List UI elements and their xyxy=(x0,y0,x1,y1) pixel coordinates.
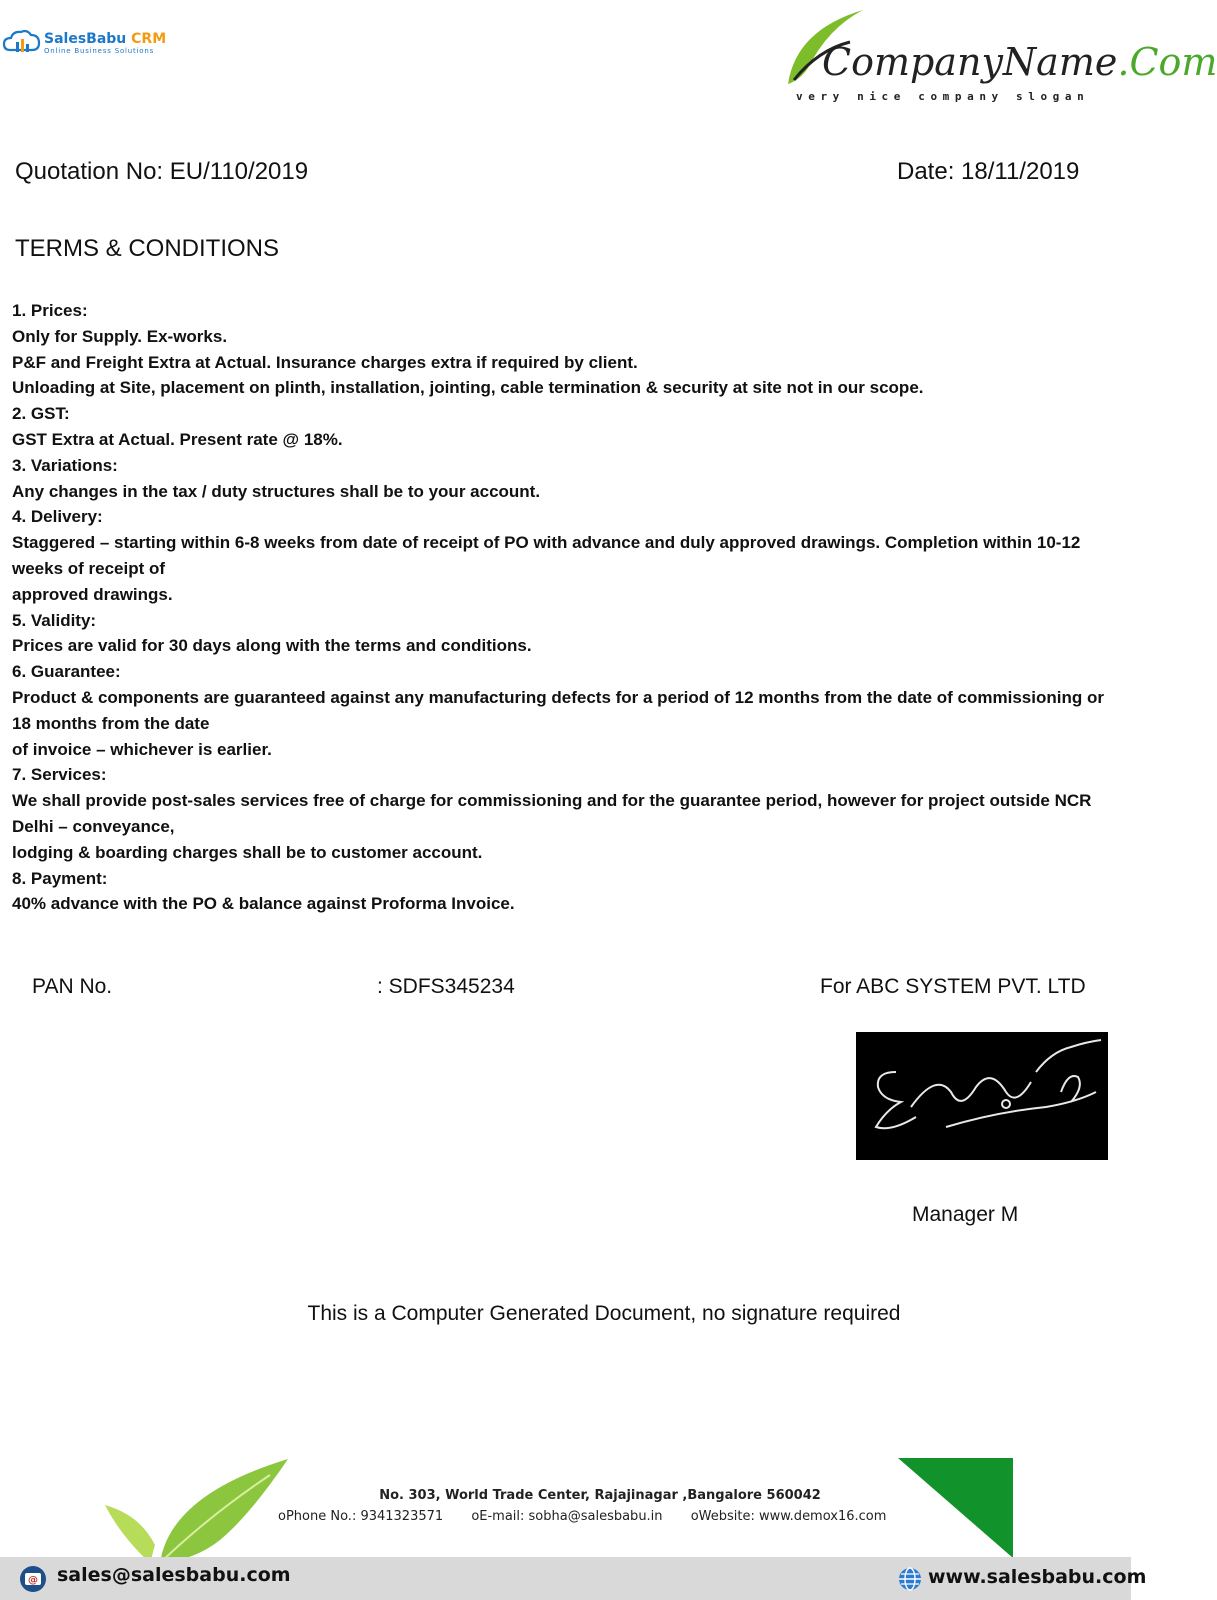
pan-value: : SDFS345234 xyxy=(377,975,515,998)
terms-line: 1. Prices: xyxy=(12,301,88,320)
contact-line xyxy=(278,1509,928,1524)
company-address: No. 303, World Trade Center, Rajajinagar ,Bangalore 560042 xyxy=(379,1488,821,1503)
computer-generated-notice: This is a Computer Generated Document, no signature required xyxy=(307,1302,901,1325)
terms-line: 2. GST: xyxy=(12,404,70,424)
mail-icon xyxy=(20,1566,46,1592)
phone-text: oPhone No.: 9341323571 xyxy=(278,1509,444,1524)
signature-icon xyxy=(856,1032,1108,1160)
terms-line: 40% advance with the PO & balance against Proforma Invoice. xyxy=(12,894,515,914)
terms-line: 7. Services: xyxy=(12,765,107,785)
terms-line: Prices are valid for 30 days along with the terms and conditions. xyxy=(12,636,532,656)
salesbabu-brand: SalesBabu CRM xyxy=(44,31,167,47)
pan-label: PAN No. xyxy=(32,975,113,998)
terms-line: Unloading at Site, placement on plinth, installation, jointing, cable termination & security at site not in our scope. xyxy=(12,378,924,398)
globe-icon xyxy=(897,1566,923,1592)
terms-line: GST Extra at Actual. Present rate @ 18%. xyxy=(12,429,343,449)
triangle-icon xyxy=(898,1458,1013,1558)
terms-line: 8. Payment: xyxy=(12,868,108,888)
terms-line: approved drawings. xyxy=(12,584,173,604)
terms-line: lodging & boarding charges shall be to customer account. xyxy=(12,842,483,862)
quotation-date: Date: 18/11/2019 xyxy=(897,158,1080,185)
terms-line: 5. Validity: xyxy=(12,610,97,630)
terms-title: TERMS & CONDITIONS xyxy=(15,235,280,262)
terms-line: 6. Guarantee: xyxy=(12,662,121,682)
terms-line: Product & components are guaranteed against any manufacturing defects for a period of 12 months from the date of commissioning or 18 months from the date xyxy=(12,687,1104,733)
salesbabu-tagline: Online Business Solutions xyxy=(44,47,155,55)
website-text: oWebsite: www.demox16.com xyxy=(690,1509,887,1524)
cloud-chart-icon xyxy=(2,26,46,60)
terms-line: P&F and Freight Extra at Actual. Insurance charges extra if required by client. xyxy=(12,352,638,372)
for-company: For ABC SYSTEM PVT. LTD xyxy=(820,975,1086,998)
leaf-icon xyxy=(100,1455,300,1565)
company-slogan: very nice company slogan xyxy=(796,90,1090,103)
terms-line: Staggered – starting within 6-8 weeks from date of receipt of PO with advance and duly approved drawings. Completion within 10-12 weeks of receipt of xyxy=(12,533,1081,578)
terms-line: 3. Variations: xyxy=(12,455,118,475)
terms-line: 4. Delivery: xyxy=(12,507,103,527)
svg-text:@: @ xyxy=(28,1575,38,1586)
email-text: oE-mail: sobha@salesbabu.in xyxy=(471,1509,663,1524)
terms-line: Any changes in the tax / duty structures shall be to your account. xyxy=(12,481,541,501)
signatory-name: Manager M xyxy=(912,1203,1019,1226)
bar-website-link[interactable]: www.salesbabu.com xyxy=(928,1566,1147,1588)
terms-line: Only for Supply. Ex-works. xyxy=(12,326,228,346)
quotation-number: Quotation No: EU/110/2019 xyxy=(15,158,309,185)
company-name: CompanyName.Com xyxy=(822,40,1217,84)
terms-line: We shall provide post-sales services free of charge for commissioning and for the guarantee period, however for project outside NCR Delhi – conveyance, xyxy=(12,791,1092,836)
footer-leaf xyxy=(100,1455,300,1565)
footer-triangle xyxy=(898,1458,1013,1558)
terms-line: of invoice – whichever is earlier. xyxy=(12,739,272,759)
signature-image xyxy=(856,1032,1108,1160)
terms-list xyxy=(12,298,1112,917)
bar-email-link[interactable]: sales@salesbabu.com xyxy=(57,1564,291,1586)
